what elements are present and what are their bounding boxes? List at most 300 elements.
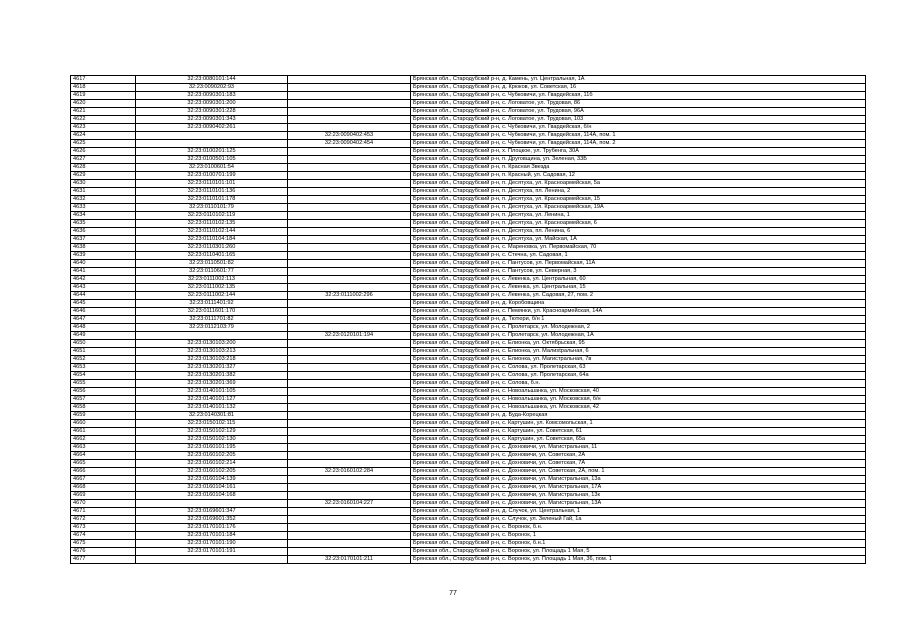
cadastral-number: 32:23:0090301:200: [136, 100, 288, 108]
table-row: [71, 436, 866, 444]
premises-cadastral-number: [288, 228, 411, 236]
row-number: 4653: [71, 364, 136, 372]
row-number: 4639: [71, 252, 136, 260]
table-row: [71, 428, 866, 436]
table-row: [71, 252, 866, 260]
row-number: 4638: [71, 244, 136, 252]
row-number: 4621: [71, 108, 136, 116]
premises-cadastral-number: [288, 260, 411, 268]
premises-cadastral-number: [288, 284, 411, 292]
row-number: 4670: [71, 500, 136, 508]
row-number: 4627: [71, 156, 136, 164]
address: Брянская обл., Стародубский р-н, с. Дохновичи, ул. Магистральная, 13а: [411, 476, 866, 484]
address: Брянская обл., Стародубский р-н, с. Чубковичи, ул. Гвардейская, 114А, пом. 1: [411, 132, 866, 140]
premises-cadastral-number: [288, 196, 411, 204]
premises-cadastral-number: [288, 276, 411, 284]
address: Брянская обл., Стародубский р-н, п. Красный, ул. Садовая, 12: [411, 172, 866, 180]
table-row: [71, 148, 866, 156]
premises-cadastral-number: 32:23:0120101:194: [288, 332, 411, 340]
row-number: 4629: [71, 172, 136, 180]
premises-cadastral-number: [288, 420, 411, 428]
premises-cadastral-number: [288, 460, 411, 468]
row-number: 4650: [71, 340, 136, 348]
cadastral-number: 32:23:0170101:184: [136, 532, 288, 540]
table-row: [71, 412, 866, 420]
premises-cadastral-number: [288, 388, 411, 396]
address: Брянская обл., Стародубский р-н, с. Солова, ул. Пролетарская, 63: [411, 364, 866, 372]
premises-cadastral-number: [288, 212, 411, 220]
row-number: 4622: [71, 116, 136, 124]
table-row: [71, 132, 866, 140]
address: Брянская обл., Стародубский р-н, д. Буда-Корецкая: [411, 412, 866, 420]
premises-cadastral-number: [288, 220, 411, 228]
row-number: 4671: [71, 508, 136, 516]
address: Брянская обл., Стародубский р-н, с. Левенка, ул. Центральная, 15: [411, 284, 866, 292]
premises-cadastral-number: [288, 404, 411, 412]
row-number: 4676: [71, 548, 136, 556]
row-number: 4648: [71, 324, 136, 332]
address: Брянская обл., Стародубский р-н, с. Елионка, ул. Магистральная, 7в: [411, 356, 866, 364]
table-row: [71, 332, 866, 340]
cadastral-number: 32:23:0100601:54: [136, 164, 288, 172]
address: Брянская обл., Стародубский р-н, с. Пантусов, ул. Первомайская, 11А: [411, 260, 866, 268]
table-row: [71, 316, 866, 324]
row-number: 4618: [71, 84, 136, 92]
table-row: [71, 556, 866, 564]
cadastral-number: 32:23:0100701:199: [136, 172, 288, 180]
premises-cadastral-number: [288, 188, 411, 196]
table-row: [71, 476, 866, 484]
table-row: [71, 492, 866, 500]
table-row: [71, 548, 866, 556]
premises-cadastral-number: [288, 532, 411, 540]
row-number: 4662: [71, 436, 136, 444]
address: Брянская обл., Стародубский р-н, п. Десятуха, ул. Красноармейская, 5а: [411, 180, 866, 188]
row-number: 4619: [71, 92, 136, 100]
premises-cadastral-number: [288, 484, 411, 492]
address: Брянская обл., Стародубский р-н, с. Дохновичи, ул. Магистральная, 17А: [411, 484, 866, 492]
cadastral-number: 32:23:0090402:261: [136, 124, 288, 132]
table-row: [71, 516, 866, 524]
table-row: [71, 452, 866, 460]
table-row: [71, 164, 866, 172]
row-number: 4669: [71, 492, 136, 500]
cadastral-number: 32:23:0110102:144: [136, 228, 288, 236]
cadastral-number: 32:23:0111002:144: [136, 292, 288, 300]
cadastral-number: 32:23:0169601:352: [136, 516, 288, 524]
address: Брянская обл., Стародубский р-н, с. Солова, ул. Пролетарская, 64а: [411, 372, 866, 380]
cadastral-number: 32:23:0169601:347: [136, 508, 288, 516]
address: Брянская обл., Стародубский р-н, с. Чубковичи, ул. Гвардейская, 114А, пом. 2: [411, 140, 866, 148]
premises-cadastral-number: [288, 540, 411, 548]
row-number: 4642: [71, 276, 136, 284]
address: Брянская обл., Стародубский р-н, с. Воронок, б.н.1: [411, 540, 866, 548]
row-number: 4617: [71, 76, 136, 84]
premises-cadastral-number: [288, 524, 411, 532]
cadastral-number: 32:23:0080101:144: [136, 76, 288, 84]
row-number: 4651: [71, 348, 136, 356]
table-row: [71, 508, 866, 516]
row-number: 4665: [71, 460, 136, 468]
cadastral-number: 32:23:0140301:81: [136, 412, 288, 420]
cadastral-number: 32:23:0160102:214: [136, 460, 288, 468]
table-row: [71, 524, 866, 532]
address: Брянская обл., Стародубский р-н, с. Елионка, ул. Октябрьская, 95: [411, 340, 866, 348]
address: Брянская обл., Стародубский р-н, с. Картушин, ул. Советская, 61: [411, 428, 866, 436]
address: Брянская обл., Стародубский р-н, д. Коробовщина: [411, 300, 866, 308]
table-row: [71, 116, 866, 124]
address: Брянская обл., Стародубский р-н, с. Логоватое, ул. Трудовая, 96А: [411, 108, 866, 116]
row-number: 4661: [71, 428, 136, 436]
table-row: [71, 324, 866, 332]
table-row: [71, 180, 866, 188]
cadastral-number: 32:23:0090301:343: [136, 116, 288, 124]
address: Брянская обл., Стародубский р-н, д. Случок, ул. Центральная, 1: [411, 508, 866, 516]
premises-cadastral-number: [288, 452, 411, 460]
table-row: [71, 188, 866, 196]
table-row: [71, 340, 866, 348]
address: Брянская обл., Стародубский р-н, с. Левенка, ул. Садовая, 27, пом. 2: [411, 292, 866, 300]
table-row: [71, 108, 866, 116]
table-row: [71, 388, 866, 396]
table-row: [71, 156, 866, 164]
premises-cadastral-number: [288, 204, 411, 212]
premises-cadastral-number: [288, 516, 411, 524]
premises-cadastral-number: [288, 308, 411, 316]
row-number: 4636: [71, 228, 136, 236]
cadastral-number: [136, 500, 288, 508]
premises-cadastral-number: [288, 156, 411, 164]
premises-cadastral-number: [288, 148, 411, 156]
row-number: 4645: [71, 300, 136, 308]
address: Брянская обл., Стародубский р-н, п. Друговщина, ул. Зеленая, 33Б: [411, 156, 866, 164]
table-row: [71, 204, 866, 212]
premises-cadastral-number: [288, 340, 411, 348]
cadastral-number: 32:23:0090301:228: [136, 108, 288, 116]
premises-cadastral-number: [288, 508, 411, 516]
row-number: 4637: [71, 236, 136, 244]
cadastral-number: 32:23:0130103:218: [136, 356, 288, 364]
table-row: [71, 500, 866, 508]
row-number: 4630: [71, 180, 136, 188]
row-number: 4660: [71, 420, 136, 428]
table-row: [71, 348, 866, 356]
address: Брянская обл., Стародубский р-н, с. Воронок, ул. Площадь 1 Мая, 5: [411, 548, 866, 556]
cadastral-number: 32:23:0130103:213: [136, 348, 288, 356]
cadastral-number: 32:23:0110601:77: [136, 268, 288, 276]
cadastral-number: 32:23:0100501:105: [136, 156, 288, 164]
premises-cadastral-number: [288, 84, 411, 92]
premises-cadastral-number: [288, 92, 411, 100]
cadastral-number: 32:23:0140101:105: [136, 388, 288, 396]
table-row: [71, 292, 866, 300]
table-row: [71, 396, 866, 404]
address: Брянская обл., Стародубский р-н, с. Пантусов, ул. Северная, 3: [411, 268, 866, 276]
table-row: [71, 260, 866, 268]
row-number: 4668: [71, 484, 136, 492]
address: Брянская обл., Стародубский р-н, с. Пролетарск, ул. Молодежная, 1А: [411, 332, 866, 340]
premises-cadastral-number: [288, 548, 411, 556]
address: Брянская обл., Стародубский р-н, д. Камень, ул. Центральная, 1А: [411, 76, 866, 84]
premises-cadastral-number: [288, 356, 411, 364]
cadastral-number: 32:23:0160104:139: [136, 476, 288, 484]
address: Брянская обл., Стародубский р-н, с. Дохновичи, ул. Магистральная, 11: [411, 444, 866, 452]
cadastral-number: 32:23:0160102:205: [136, 468, 288, 476]
row-number: 4640: [71, 260, 136, 268]
premises-cadastral-number: [288, 324, 411, 332]
premises-cadastral-number: [288, 396, 411, 404]
table-row: [71, 380, 866, 388]
cadastral-number: 32:23:0110101:101: [136, 180, 288, 188]
address: Брянская обл., Стародубский р-н, с. Дохновичи, ул. Советская, 2А, пом. 1: [411, 468, 866, 476]
table-row: [71, 484, 866, 492]
row-number: 4623: [71, 124, 136, 132]
premises-cadastral-number: [288, 492, 411, 500]
address: Брянская обл., Стародубский р-н, с. Дохновичи, ул. Советская, 2А: [411, 452, 866, 460]
table-row: [71, 84, 866, 92]
premises-cadastral-number: [288, 348, 411, 356]
address: Брянская обл., Стародубский р-н, с. Новоальшанка, ул. Московская, 42: [411, 404, 866, 412]
row-number: 4633: [71, 204, 136, 212]
registry-table: [70, 75, 866, 564]
row-number: 4652: [71, 356, 136, 364]
cadastral-number: 32:23:0110104:184: [136, 236, 288, 244]
row-number: 4626: [71, 148, 136, 156]
address: Брянская обл., Стародубский р-н, с. Картушин, ул. Советская, 65а: [411, 436, 866, 444]
cadastral-number: [136, 332, 288, 340]
premises-cadastral-number: 32:23:0090402:454: [288, 140, 411, 148]
cadastral-number: 32:23:0110401:165: [136, 252, 288, 260]
address: Брянская обл., Стародубский р-н, с. Воронок, б.н.: [411, 524, 866, 532]
table-row: [71, 300, 866, 308]
address: Брянская обл., Стародубский р-н, с. Картушин, ул. Комсомольская, 1: [411, 420, 866, 428]
address: Брянская обл., Стародубский р-н, с. Чубковичи, ул. Гвардейская, 11б: [411, 92, 866, 100]
row-number: 4644: [71, 292, 136, 300]
address: Брянская обл., Стародубский р-н, с. Дохновичи, ул. Магистральная, 13А: [411, 500, 866, 508]
row-number: 4631: [71, 188, 136, 196]
table-row: [71, 228, 866, 236]
row-number: 4667: [71, 476, 136, 484]
cadastral-number: 32:23:0130201:327: [136, 364, 288, 372]
premises-cadastral-number: [288, 412, 411, 420]
address: Брянская обл., Стародубский р-н, с. Логоватое, ул. Трудовая, 86: [411, 100, 866, 108]
row-number: 4641: [71, 268, 136, 276]
premises-cadastral-number: [288, 428, 411, 436]
premises-cadastral-number: [288, 476, 411, 484]
row-number: 4675: [71, 540, 136, 548]
row-number: 4634: [71, 212, 136, 220]
premises-cadastral-number: [288, 372, 411, 380]
address: Брянская обл., Стародубский р-н, с. Левенка, ул. Центральная, 60: [411, 276, 866, 284]
premises-cadastral-number: [288, 108, 411, 116]
address: Брянская обл., Стародубский р-н, д. Крюков, ул. Советская, 16: [411, 84, 866, 92]
table-row: [71, 92, 866, 100]
cadastral-number: 32:23:0170101:191: [136, 548, 288, 556]
cadastral-number: 32:23:0110101:136: [136, 188, 288, 196]
row-number: 4672: [71, 516, 136, 524]
premises-cadastral-number: [288, 268, 411, 276]
table-row: [71, 244, 866, 252]
cadastral-number: 32:23:0140101:132: [136, 404, 288, 412]
premises-cadastral-number: [288, 244, 411, 252]
cadastral-number: 32:23:0110102:135: [136, 220, 288, 228]
address: Брянская обл., Стародубский р-н, п. Красная Звезда: [411, 164, 866, 172]
cadastral-number: 32:23:0100201:125: [136, 148, 288, 156]
row-number: 4632: [71, 196, 136, 204]
table-row: [71, 276, 866, 284]
table-row: [71, 420, 866, 428]
row-number: 4646: [71, 308, 136, 316]
row-number: 4649: [71, 332, 136, 340]
address: Брянская обл., Стародубский р-н, с. Новоальшанка, ул. Московская, 40: [411, 388, 866, 396]
address: Брянская обл., Стародубский р-н, п. Десятуха, пл. Ленина, 6: [411, 228, 866, 236]
address: Брянская обл., Стародубский р-н, с. Случок, ул. Зеленый Гай, 1а: [411, 516, 866, 524]
address: Брянская обл., Стародубский р-н, с. Чубковичи, ул. Гвардейская, б/н: [411, 124, 866, 132]
premises-cadastral-number: [288, 364, 411, 372]
premises-cadastral-number: [288, 436, 411, 444]
table-row: [71, 468, 866, 476]
address: Брянская обл., Стародубский р-н, с. Елионка, ул. Малиstральная, 6: [411, 348, 866, 356]
table-row: [71, 140, 866, 148]
row-number: 4620: [71, 100, 136, 108]
address: Брянская обл., Стародубский р-н, х. Плоцкое, ул. Трубенга, 30А: [411, 148, 866, 156]
address: Брянская обл., Стародубский р-н, с. Стечна, ул. Садовая, 1: [411, 252, 866, 260]
cadastral-number: 32:23:0110102:119: [136, 212, 288, 220]
cadastral-number: 32:23:0111701:82: [136, 316, 288, 324]
row-number: 4635: [71, 220, 136, 228]
premises-cadastral-number: 32:23:0170101:211: [288, 556, 411, 564]
cadastral-number: 32:23:0170101:190: [136, 540, 288, 548]
address: Брянская обл., Стародубский р-н, с. Мареновка, ул. Первомайская, 70: [411, 244, 866, 252]
page-number: 77: [449, 590, 457, 597]
premises-cadastral-number: 32:23:0111002:296: [288, 292, 411, 300]
table-row: [71, 364, 866, 372]
address: Брянская обл., Стародубский р-н, п. Десятуха, ул. Майская, 1А: [411, 236, 866, 244]
cadastral-number: 32:23:0160104:161: [136, 484, 288, 492]
row-number: 4625: [71, 140, 136, 148]
address: Брянская обл., Стародубский р-н, с. Пемянки, ул. Красноармейская, 14А: [411, 308, 866, 316]
cadastral-number: 32:23:0130201:369: [136, 380, 288, 388]
premises-cadastral-number: 32:23:0160104:227: [288, 500, 411, 508]
row-number: 4628: [71, 164, 136, 172]
cadastral-number: 32:23:0110101:79: [136, 204, 288, 212]
cadastral-number: [136, 556, 288, 564]
address: Брянская обл., Стародубский р-н, с. Дохновичи, ул. Магистральная, 13к: [411, 492, 866, 500]
row-number: 4654: [71, 372, 136, 380]
table-row: [71, 100, 866, 108]
premises-cadastral-number: [288, 164, 411, 172]
row-number: 4664: [71, 452, 136, 460]
address: Брянская обл., Стародубский р-н, п. Десятуха, пл. Ленина, 2: [411, 188, 866, 196]
premises-cadastral-number: 32:23:0090402:453: [288, 132, 411, 140]
table-row: [71, 196, 866, 204]
row-number: 4647: [71, 316, 136, 324]
table-row: [71, 532, 866, 540]
row-number: 4624: [71, 132, 136, 140]
table-row: [71, 76, 866, 84]
row-number: 4656: [71, 388, 136, 396]
premises-cadastral-number: [288, 116, 411, 124]
premises-cadastral-number: 32:23:0160102:284: [288, 468, 411, 476]
table-row: [71, 356, 866, 364]
table-row: [71, 268, 866, 276]
address: Брянская обл., Стародубский р-н, с. Логоватое, ул. Трудовая, 103: [411, 116, 866, 124]
premises-cadastral-number: [288, 300, 411, 308]
cadastral-number: 32:23:0110301:260: [136, 244, 288, 252]
table-row: [71, 308, 866, 316]
row-number: 4643: [71, 284, 136, 292]
cadastral-number: 32:23:0130201:382: [136, 372, 288, 380]
cadastral-number: 32:23:0110501:82: [136, 260, 288, 268]
table-row: [71, 372, 866, 380]
table-row: [71, 284, 866, 292]
cadastral-number: 32:23:0111002:135: [136, 284, 288, 292]
cadastral-number: 32:23:0150102:115: [136, 420, 288, 428]
row-number: 4663: [71, 444, 136, 452]
table-row: [71, 460, 866, 468]
premises-cadastral-number: [288, 316, 411, 324]
premises-cadastral-number: [288, 124, 411, 132]
table-row: [71, 124, 866, 132]
premises-cadastral-number: [288, 172, 411, 180]
registry-rows: [71, 76, 866, 564]
cadastral-number: 32:23:0111601:170: [136, 308, 288, 316]
address: Брянская обл., Стародубский р-н, с. Дохновичи, ул. Советская, 7А: [411, 460, 866, 468]
address: Брянская обл., Стародубский р-н, с. Воронок, ул. Площадь 1 Мая, 36, пом. 1: [411, 556, 866, 564]
table-row: [71, 404, 866, 412]
row-number: 4673: [71, 524, 136, 532]
row-number: 4659: [71, 412, 136, 420]
row-number: 4655: [71, 380, 136, 388]
cadastral-number: 32:23:0111401:92: [136, 300, 288, 308]
cadastral-number: 32:23:0150102:129: [136, 428, 288, 436]
table-row: [71, 172, 866, 180]
table-row: [71, 220, 866, 228]
row-number: 4658: [71, 404, 136, 412]
row-number: 4657: [71, 396, 136, 404]
address: Брянская обл., Стародубский р-н, с. Новоальшанка, ул. Московская, б/н: [411, 396, 866, 404]
cadastral-number: 32:23:0160104:168: [136, 492, 288, 500]
address: Брянская обл., Стародубский р-н, с. Воронок, 1: [411, 532, 866, 540]
row-number: 4666: [71, 468, 136, 476]
cadastral-number: 32:23:0130103:200: [136, 340, 288, 348]
table-row: [71, 444, 866, 452]
cadastral-number: 32:23:0112103:79: [136, 324, 288, 332]
address: Брянская обл., Стародубский р-н, с. Солова, б.н.: [411, 380, 866, 388]
table-row: [71, 540, 866, 548]
address: Брянская обл., Стародубский р-н, с. Пролетарск, ул. Молодежная, 2: [411, 324, 866, 332]
address: Брянская обл., Стародубский р-н, д. Тютюри, б/н 1: [411, 316, 866, 324]
cadastral-number: [136, 132, 288, 140]
address: Брянская обл., Стародубский р-н, п. Десятуха, ул. Ленина, 1: [411, 212, 866, 220]
cadastral-number: 32:23:0110101:178: [136, 196, 288, 204]
cadastral-number: 32:23:0160101:195: [136, 444, 288, 452]
premises-cadastral-number: [288, 180, 411, 188]
cadastral-number: 32:23:0170101:176: [136, 524, 288, 532]
address: Брянская обл., Стародубский р-н, п. Десятуха, ул. Красноармейская, 6: [411, 220, 866, 228]
premises-cadastral-number: [288, 76, 411, 84]
cadastral-number: 32:23:0090202:93: [136, 84, 288, 92]
address: Брянская обл., Стародубский р-н, п. Десятуха, ул. Красноармейская, 15: [411, 196, 866, 204]
cadastral-number: 32:23:0111002:113: [136, 276, 288, 284]
cadastral-number: 32:23:0090301:183: [136, 92, 288, 100]
premises-cadastral-number: [288, 444, 411, 452]
row-number: 4677: [71, 556, 136, 564]
address: Брянская обл., Стародубский р-н, п. Десятуха, ул. Красноармейская, 19А: [411, 204, 866, 212]
premises-cadastral-number: [288, 380, 411, 388]
premises-cadastral-number: [288, 236, 411, 244]
cadastral-number: 32:23:0150102:130: [136, 436, 288, 444]
